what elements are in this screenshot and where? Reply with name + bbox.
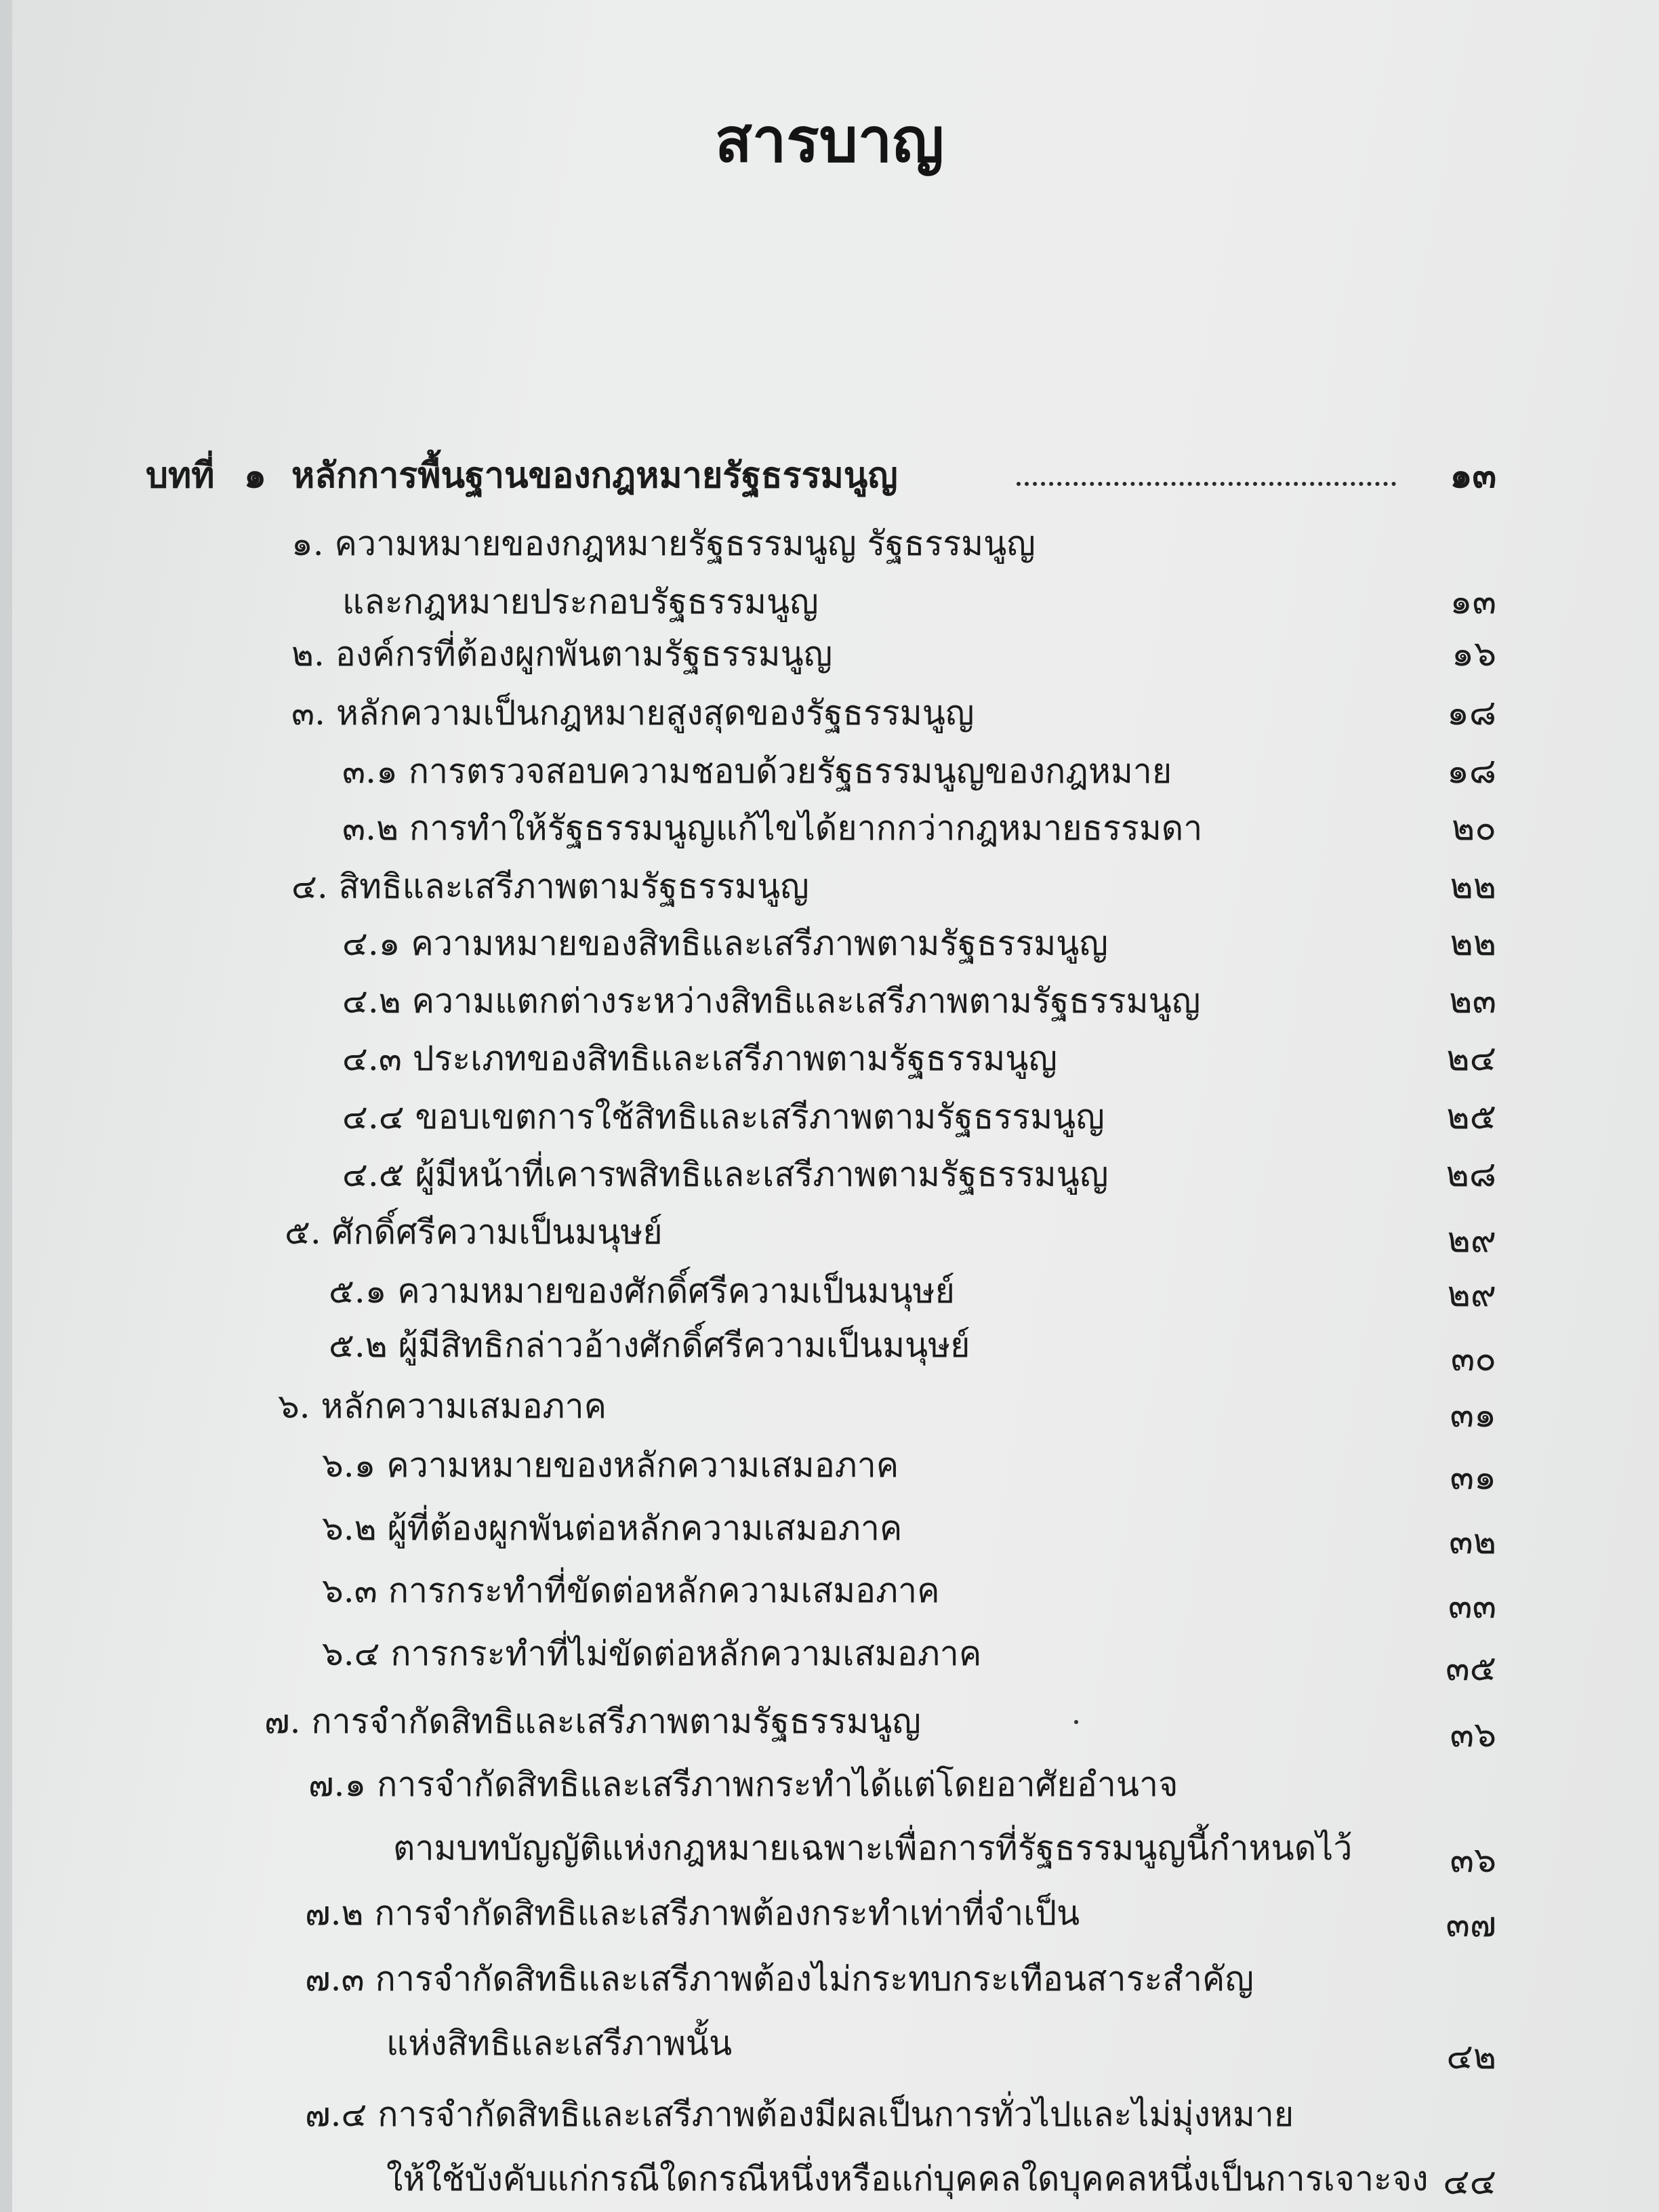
toc-entry-7: ๗. การจำกัดสิทธิและเสรีภาพตามรัฐธรรมนูญ	[264, 1702, 921, 1741]
toc-entry-3-page: ๑๘	[1446, 693, 1496, 733]
toc-entry-6-4-page: ๓๕	[1446, 1648, 1496, 1689]
toc-entry-4-3: ๔.๓ ประเภทของสิทธิและเสรีภาพตามรัฐธรรมนูญ	[342, 1039, 1057, 1078]
toc-entry-3-1: ๓.๑ การตรวจสอบความชอบด้วยรัฐธรรมนูญของกฎหมาย	[342, 752, 1172, 791]
toc-entry-4-4-page: ๒๕	[1446, 1097, 1496, 1137]
toc-entry-7-1-line-1: ๗.๑ การจำกัดสิทธิและเสรีภาพกระทำได้แต่โดยอาศัยอำนาจ	[308, 1765, 1179, 1804]
toc-entry-6-3-page: ๓๓	[1448, 1586, 1496, 1626]
toc-entry-5: ๕. ศักดิ์ศรีความเป็นมนุษย์	[285, 1212, 663, 1252]
chapter-page-number: ๑๓	[1450, 455, 1496, 496]
toc-entry-4-1: ๔.๑ ความหมายของสิทธิและเสรีภาพตามรัฐธรรมนูญ	[342, 924, 1108, 963]
toc-entry-7-3-page: ๔๒	[1446, 2036, 1496, 2077]
toc-entry-5-page: ๒๙	[1447, 1220, 1496, 1261]
toc-entry-3-2-page: ๒๐	[1451, 808, 1496, 848]
toc-entry-6-4: ๖.๔ การกระทำที่ไม่ขัดต่อหลักความเสมอภาค	[322, 1634, 982, 1673]
toc-entry-5-2: ๕.๒ ผู้มีสิทธิกล่าวอ้างศักดิ์ศรีความเป็นมนุษย์	[329, 1326, 970, 1365]
toc-entry-2: ๒. องค์กรที่ต้องผูกพันตามรัฐธรรมนูญ	[291, 634, 833, 674]
toc-entry-4-3-page: ๒๔	[1446, 1038, 1496, 1079]
toc-entry-6-page: ๓๑	[1450, 1395, 1496, 1435]
toc-entry-3: ๓. หลักความเป็นกฎหมายสูงสุดของรัฐธรรมนูญ	[291, 693, 975, 733]
toc-entry-6: ๖. หลักความเสมอภาค	[278, 1387, 607, 1426]
toc-entry-7-3-line-2: แห่งสิทธิและเสรีภาพนั้น	[386, 2024, 733, 2063]
chapter-number: ๑	[244, 455, 267, 496]
toc-entry-4-5: ๔.๕ ผู้มีหน้าที่เคารพสิทธิและเสรีภาพตามรัฐธรรมนูญ	[342, 1155, 1109, 1194]
toc-entry-5-2-page: ๓๐	[1450, 1338, 1496, 1379]
toc-entry-7-4-page: ๔๔	[1443, 2162, 1496, 2203]
toc-entry-4-page: ๒๒	[1450, 866, 1496, 907]
toc-entry-4-2: ๔.๒ ความแตกต่างระหว่างสิทธิและเสรีภาพตามรัฐธรรมนูญ	[342, 981, 1201, 1021]
toc-entry-7-1-page: ๓๖	[1450, 1840, 1496, 1881]
toc-entry-1-line-2: และกฎหมายประกอบรัฐธรรมนูญ	[342, 582, 819, 621]
toc-entry-6-2-page: ๓๒	[1449, 1521, 1496, 1562]
toc-entry-7-2: ๗.๒ การจำกัดสิทธิและเสรีภาพต้องกระทำเท่าที่จำเป็น	[305, 1893, 1080, 1933]
toc-entry-7-2-page: ๓๗	[1446, 1904, 1496, 1945]
toc-entry-5-1: ๕.๑ ความหมายของศักดิ์ศรีความเป็นมนุษย์	[329, 1271, 955, 1311]
chapter-label: บทที่	[146, 455, 215, 496]
toc-entry-6-1: ๖.๑ ความหมายของหลักความเสมอภาค	[322, 1446, 899, 1485]
toc-entry-3-1-page: ๑๘	[1446, 751, 1496, 792]
toc-entry-1-line-1: ๑. ความหมายของกฎหมายรัฐธรรมนูญ รัฐธรรมนูญ	[291, 524, 1036, 563]
toc-entry-4-5-page: ๒๘	[1446, 1154, 1496, 1195]
toc-entry-1-page: ๑๓	[1450, 581, 1496, 622]
toc-entry-6-2: ๖.๒ ผู้ที่ต้องผูกพันต่อหลักความเสมอภาค	[322, 1509, 903, 1548]
toc-entry-4: ๔. สิทธิและเสรีภาพตามรัฐธรรมนูญ	[291, 867, 809, 906]
toc-entry-2-page: ๑๖	[1451, 634, 1496, 674]
toc-entry-5-1-page: ๒๙	[1447, 1274, 1496, 1315]
chapter-title: หลักการพื้นฐานของกฎหมายรัฐธรรมนูญ	[291, 455, 898, 496]
toc-entry-7-1-line-2: ตามบทบัญญัติแห่งกฎหมายเฉพาะเพื่อการที่รัฐธรรมนูญนี้กำหนดไว้	[393, 1828, 1353, 1868]
toc-entry-6-3: ๖.๓ การกระทำที่ขัดต่อหลักความเสมอภาค	[322, 1571, 940, 1610]
toc-entry-4-1-page: ๒๒	[1450, 923, 1496, 964]
toc-entry-7-4-line-2: ให้ใช้บังคับแก่กรณีใดกรณีหนึ่งหรือแก่บุคคลใดบุคคลหนึ่งเป็นการเจาะจง	[386, 2159, 1429, 2198]
toc-entry-4-2-page: ๒๓	[1449, 981, 1496, 1021]
toc-entry-3-2: ๓.๒ การทำให้รัฐธรรมนูญแก้ไขได้ยากกว่ากฎหมายธรรมดา	[342, 808, 1203, 848]
toc-entry-7-4-line-1: ๗.๔ การจำกัดสิทธิและเสรีภาพต้องมีผลเป็นการทั่วไปและไม่มุ่งหมาย	[305, 2095, 1294, 2134]
toc-entry-7-3-line-1: ๗.๓ การจำกัดสิทธิและเสรีภาพต้องไม่กระทบกระเทือนสาระสำคัญ	[305, 1959, 1254, 1999]
ink-speck	[1074, 1720, 1078, 1724]
page-title: สารบาญ	[714, 104, 945, 176]
toc-entry-6-1-page: ๓๑	[1450, 1457, 1496, 1498]
toc-entry-4-4: ๔.๔ ขอบเขตการใช้สิทธิและเสรีภาพตามรัฐธรรมนูญ	[342, 1097, 1105, 1136]
toc-entry-7-page: ๓๖	[1450, 1715, 1496, 1755]
